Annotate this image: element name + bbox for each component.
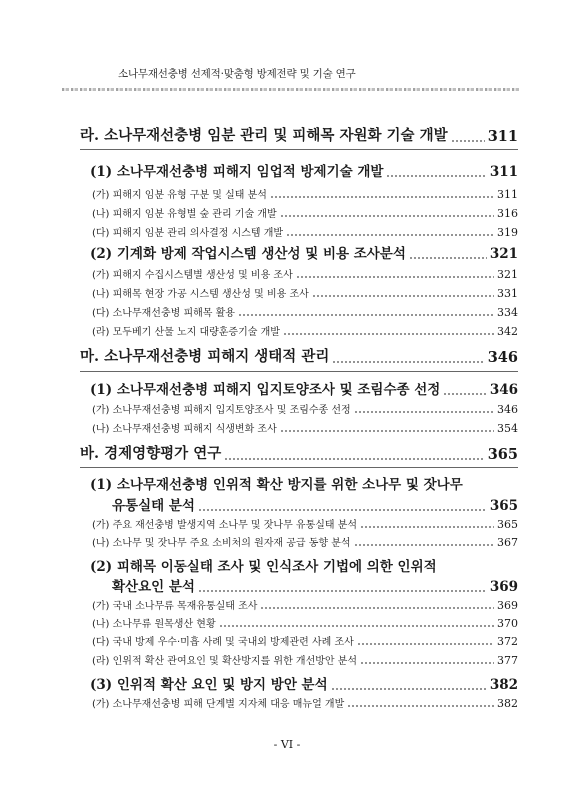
section-rule: [80, 467, 518, 468]
toc-title: (다) 국내 방제 우수·미흡 사례 및 국내외 방제관련 사례 조사: [92, 637, 354, 648]
leader-dots: [347, 705, 494, 707]
toc-item[interactable]: [92, 534, 518, 549]
leader-dots: [296, 276, 494, 278]
toc-item[interactable]: [92, 323, 518, 338]
toc-subsection-line1[interactable]: (1) 소나무재선충병 인위적 확산 방지를 위한 소나무 및 잣나무: [90, 477, 463, 493]
toc-page: 311: [489, 164, 518, 180]
leader-dots: [270, 196, 494, 198]
leader-dots: [354, 411, 494, 413]
toc-title: 확산요인 분석: [112, 579, 195, 595]
toc-item[interactable]: [92, 304, 518, 319]
leader-dots: [360, 526, 494, 528]
toc-page: 311: [487, 128, 518, 145]
toc-page: 346: [489, 382, 518, 398]
toc-title: (라) 모두베기 산물 노지 대량훈증기술 개발: [92, 327, 280, 338]
toc-title: (나) 피해지 임분 유형별 숲 관리 기술 개발: [92, 209, 277, 220]
toc-title: (가) 소나무재선충병 피해지 입지토양조사 및 조림수종 선정: [92, 405, 351, 416]
toc-section-ma[interactable]: [80, 345, 518, 366]
toc-section-ra[interactable]: [80, 124, 518, 145]
toc-page: 365: [489, 498, 518, 514]
toc-title: (나) 소나무 및 잣나무 주요 소비처의 원자재 공급 동향 분석: [92, 538, 351, 549]
toc-title: (1) 소나무재선충병 피해지 입지토양조사 및 조림수종 선정: [90, 382, 441, 398]
toc-title: (가) 피해지 임분 유형 구분 및 실태 분석: [92, 190, 267, 201]
toc-subsection[interactable]: [112, 575, 518, 595]
toc-subsection[interactable]: [90, 242, 518, 262]
toc-page: 372: [497, 635, 518, 648]
toc-item[interactable]: [92, 266, 518, 281]
leader-dots: [198, 590, 487, 592]
leader-dots: [332, 361, 484, 363]
toc-subsection-line1[interactable]: (2) 피해목 이동실태 조사 및 인식조사 기법에 의한 인위적: [90, 559, 437, 575]
toc-page: 346: [497, 403, 518, 416]
toc-title: (나) 피해목 현장 가공 시스템 생산성 및 비용 조사: [92, 289, 309, 300]
toc-page: 354: [497, 422, 518, 435]
leader-dots: [451, 140, 485, 142]
toc-title: (가) 주요 재선충병 발생지역 소나무 및 잣나무 유통실태 분석: [92, 520, 358, 531]
running-header: 소나무재선충병 선제적·맞춤형 방제전략 및 기술 연구: [118, 68, 356, 80]
toc-title: 라. 소나무재선충병 임분 관리 및 피해목 자원화 기술 개발: [80, 127, 448, 144]
toc-page: 369: [497, 599, 518, 612]
toc-page: 321: [489, 246, 518, 262]
leader-dots: [443, 393, 487, 395]
leader-dots: [280, 430, 494, 432]
leader-dots: [286, 234, 494, 236]
leader-dots: [198, 509, 487, 511]
toc-item[interactable]: [92, 597, 518, 612]
toc-item[interactable]: [92, 420, 518, 435]
toc-item[interactable]: [92, 633, 518, 648]
toc-page: 377: [497, 654, 518, 667]
toc-page: 382: [489, 677, 518, 693]
toc-title: (나) 소나무재선충병 피해지 식생변화 조사: [92, 424, 277, 435]
leader-dots: [357, 643, 494, 645]
leader-dots: [260, 607, 494, 609]
toc-item[interactable]: [92, 516, 518, 531]
toc-item[interactable]: [92, 224, 518, 239]
leader-dots: [386, 175, 486, 177]
leader-dots: [280, 215, 494, 217]
leader-dots: [219, 625, 494, 627]
toc-page: 367: [497, 536, 518, 549]
toc-page: 382: [497, 697, 518, 710]
toc-title: 마. 소나무재선충병 피해지 생태적 관리: [80, 348, 330, 365]
section-rule: [80, 149, 518, 150]
toc-item[interactable]: [92, 186, 518, 201]
toc-page: 370: [497, 617, 518, 630]
toc-item[interactable]: [92, 401, 518, 416]
page-number: - VI -: [273, 738, 301, 751]
leader-dots: [238, 314, 494, 316]
toc-title: (가) 피해지 수집시스템별 생산성 및 비용 조사: [92, 270, 293, 281]
leader-dots: [312, 295, 494, 297]
toc-page: 365: [497, 518, 518, 531]
section-rule: [80, 371, 518, 372]
toc-title: (2) 기계화 방제 작업시스템 생산성 및 비용 조사분석: [90, 246, 406, 262]
toc-title: 바. 경제영향평가 연구: [80, 445, 222, 462]
leader-dots: [283, 333, 494, 335]
leader-dots: [224, 458, 485, 460]
toc-section-ba[interactable]: [80, 442, 518, 463]
toc-title: (1) 소나무재선충병 피해지 임업적 방제기술 개발: [90, 164, 384, 180]
toc-page: 311: [497, 188, 518, 201]
toc-title: 유통실태 분석: [112, 498, 195, 514]
toc-item[interactable]: [92, 615, 518, 630]
leader-dots: [354, 544, 494, 546]
toc-title: (다) 피해지 임분 관리 의사결정 시스템 개발: [92, 228, 284, 239]
toc-page: 365: [487, 446, 518, 463]
toc-subsection[interactable]: [90, 378, 518, 398]
toc-page: 319: [497, 226, 518, 239]
toc-item[interactable]: [92, 695, 518, 710]
toc-subsection[interactable]: [90, 673, 518, 693]
toc-item[interactable]: [92, 652, 518, 667]
toc-title: (가) 국내 소나무류 목재유통실태 조사: [92, 601, 258, 612]
toc-page: 316: [497, 207, 518, 220]
toc-subsection[interactable]: [90, 160, 518, 180]
leader-dots: [331, 688, 487, 690]
toc-subsection[interactable]: [112, 494, 518, 514]
toc-item[interactable]: [92, 205, 518, 220]
toc-title: (나) 소나무류 원목생산 현황: [92, 619, 216, 630]
toc-page: 346: [487, 349, 518, 366]
toc-title: (가) 소나무재선충병 피해 단계별 지자체 대응 매뉴얼 개발: [92, 699, 345, 710]
toc-page: 321: [497, 268, 518, 281]
toc-page: 331: [497, 287, 518, 300]
toc-title: (3) 인위적 확산 요인 및 방지 방안 분석: [90, 677, 328, 693]
toc-page: 334: [497, 306, 518, 319]
toc-title: (다) 소나무재선충병 피해목 활용: [92, 308, 235, 319]
toc-item[interactable]: [92, 285, 518, 300]
leader-dots: [360, 662, 494, 664]
toc-page: 369: [489, 579, 518, 595]
toc-title: (라) 인위적 확산 관여요인 및 확산방지를 위한 개선방안 분석: [92, 656, 358, 667]
leader-dots: [409, 257, 487, 259]
toc-page: 342: [497, 325, 518, 338]
